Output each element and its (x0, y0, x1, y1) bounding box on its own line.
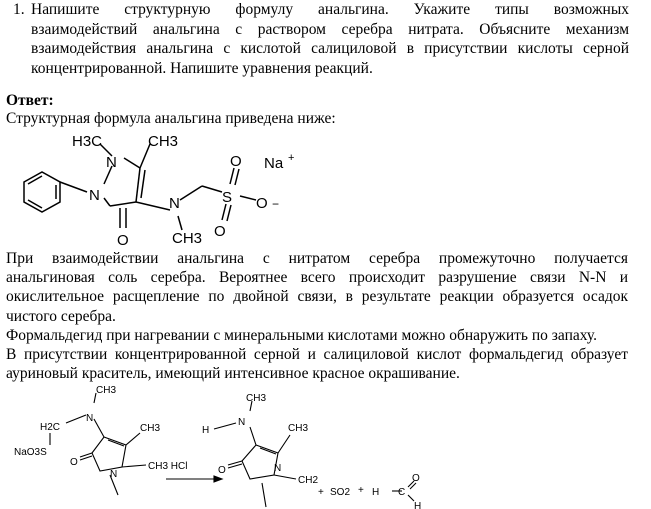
answer-label: Ответ: (6, 92, 54, 109)
para1-line-4: чистого серебра. (6, 307, 116, 325)
amine-n-label: N (169, 195, 180, 212)
r-ch2-right-label: CH2 (298, 475, 319, 486)
sulfur-label: S (222, 189, 233, 206)
question-block (13, 0, 629, 78)
question-line-4: концентрированной. Напишите уравнения реакций. (31, 59, 373, 77)
o-bottom-label: O (214, 223, 226, 240)
r-n-left-label: N (86, 413, 94, 424)
carbonyl-o-label: O (117, 232, 129, 248)
r-o-left-label: O (70, 457, 78, 468)
r-plus1-label: + (318, 487, 324, 498)
r-h-right-label: H (202, 425, 210, 436)
r-n-right-label: N (238, 417, 246, 428)
r-naso3s-label: NaO3S (14, 447, 47, 458)
r-ch3-n-label: CH3 (96, 385, 117, 396)
r-c-form-label: C (398, 487, 406, 498)
question-number: 1. (13, 1, 25, 18)
svg-text:+: + (288, 152, 295, 164)
r-ch3-ring-label: CH3 (140, 423, 161, 434)
r-so2-label: SO2 (330, 487, 351, 498)
h3c-label: H3C (72, 133, 103, 150)
r-n-ring-left-label: N (110, 469, 118, 480)
o-minus-label: O (256, 195, 268, 212)
para2-line-1: Формальдегид при нагревании с минеральными кислотами можно обнаружить по запаху. (6, 327, 597, 344)
silver-paragraph (6, 249, 628, 326)
question-line-3: взаимодействия анальгина с кислотой салициловой в присутствии кислоты серной (31, 40, 629, 57)
r-o-form-label: O (412, 473, 420, 484)
r-plus2-label: + (358, 485, 364, 496)
o-top-label: O (230, 153, 242, 170)
r-h2c-label: H2C (40, 422, 61, 433)
para2-line-2: В присутствии концентрированной серной и салициловой кислот формальдегид образует (6, 346, 628, 364)
sodium-label: Na (264, 155, 284, 172)
r-n-ring-right-label: N (274, 463, 282, 474)
r-o-right-label: O (218, 465, 226, 476)
formaldehyde-paragraph (6, 326, 628, 384)
analgin-structure (0, 128, 330, 248)
question-line-2: взаимодействий анальгина с раствором серебра нитрата. Объясните механизм (31, 20, 629, 38)
r-h-form-label: H (372, 487, 380, 498)
r-h-form2-label: H (414, 501, 422, 509)
para1-line-3: окислительное расщепление по двойной связи, в результате реакции образуется осадок (6, 288, 628, 306)
ch3-bottom-label: CH3 (172, 230, 203, 247)
question-line-1: Напишите структурную формулу анальгина. Укажите типы возможных (31, 1, 629, 18)
r-ch3-right-ring-label: CH3 (288, 423, 309, 434)
ch3-top-label: CH3 (148, 133, 179, 150)
para1-line-1: При взаимодействии анальгина с нитратом серебра промежуточно получается (6, 250, 628, 267)
reaction-scheme (0, 383, 651, 509)
r-ch3-right-top-label: CH3 (246, 393, 267, 404)
n-lower-label: N (89, 187, 100, 204)
n-upper-label: N (106, 154, 117, 171)
svg-text:−: − (272, 197, 280, 211)
r-ch3hcl-label: CH3 HCl (148, 461, 188, 472)
para1-line-2: анальгиновая соль серебра. Вероятнее всего происходит разрушение связи N-N и (6, 269, 628, 287)
para2-line-3: ауриновый краситель, имеющий интенсивное красное окрашивание. (6, 365, 460, 383)
answer-intro: Структурная формула анальгина приведена ниже: (6, 110, 336, 127)
benzene-ring (24, 172, 60, 212)
